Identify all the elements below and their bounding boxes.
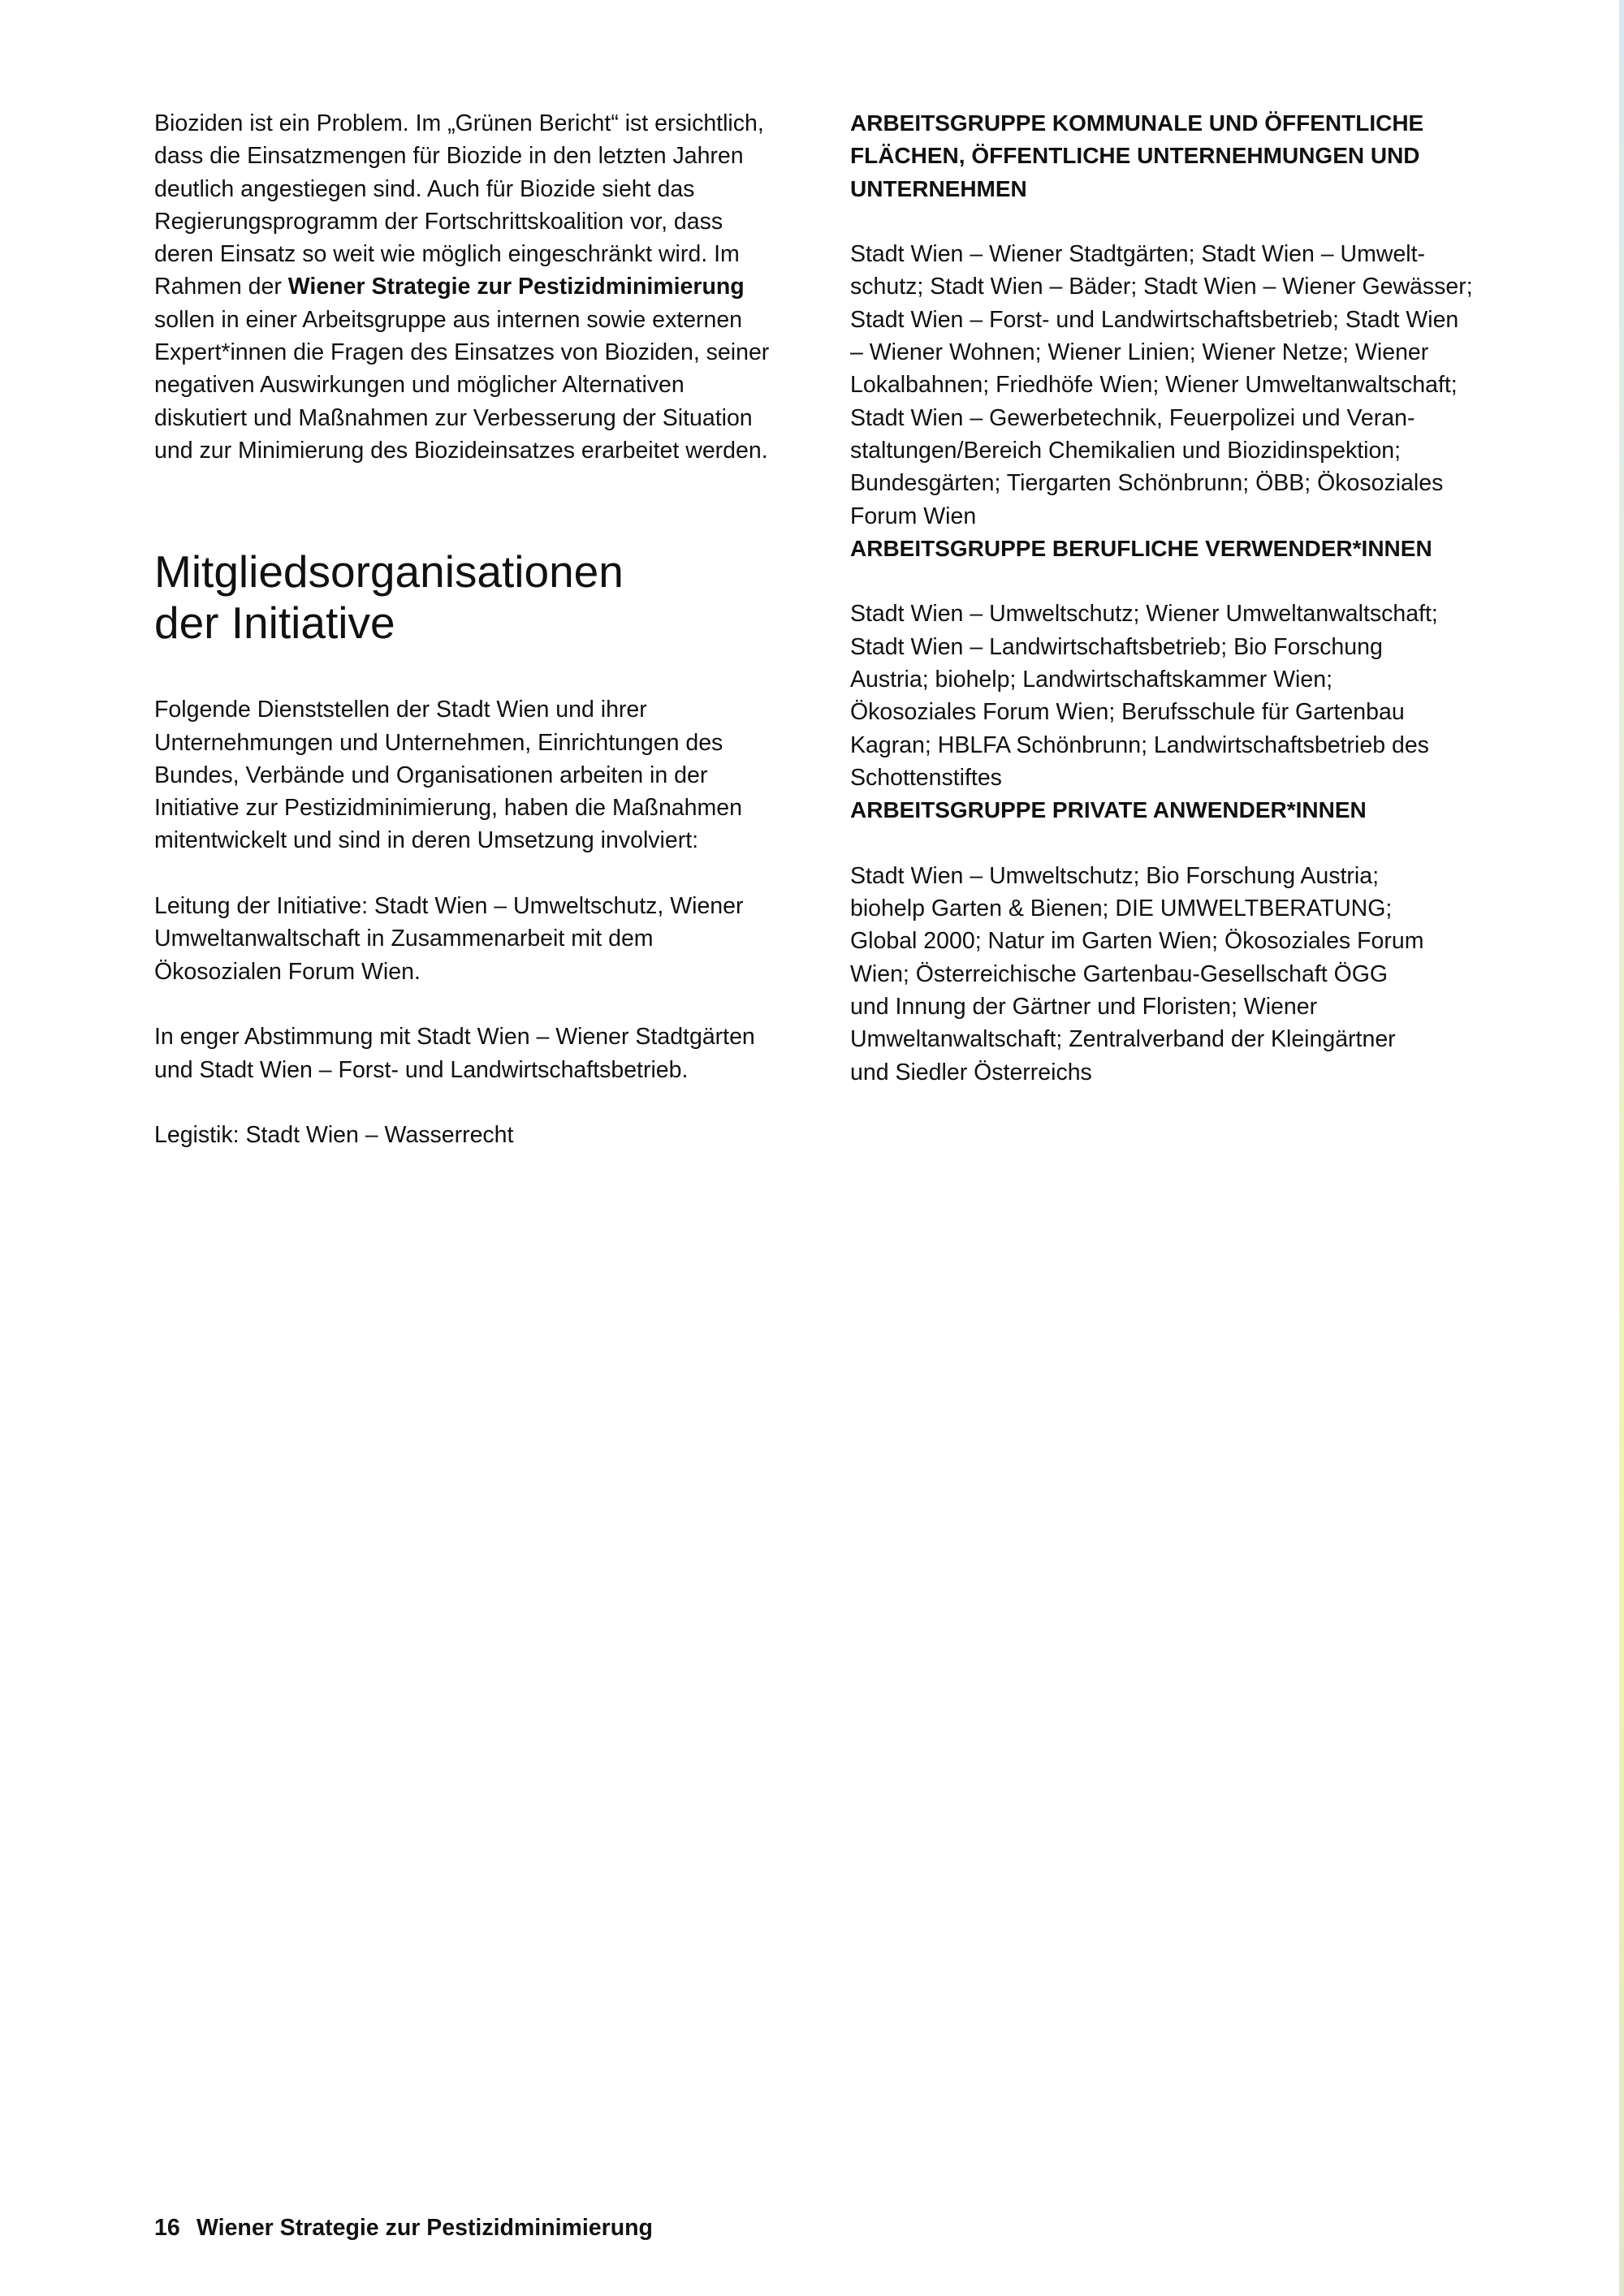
section-title: Mitgliedsorganisationen der Initiative [154, 546, 624, 649]
page-number: 16 [154, 2215, 180, 2241]
page-edge-stripe [1619, 0, 1624, 2296]
leadership-paragraph: Leitung der Initiative: Stadt Wien – Umweltschutz, Wiener Umweltanwaltschaft in Zusammenarbeit mit dem Ökosozialen Forum Wien. [154, 893, 744, 985]
footer-document-title: Wiener Strategie zur Pestizidminimierung [197, 2215, 653, 2241]
working-group-heading: ARBEITSGRUPPE PRIVATE ANWENDER*INNEN [850, 797, 1367, 823]
working-group-members: Stadt Wien – Umweltschutz; Bio Forschung Austria; biohelp Garten & Bienen; DIE UMWELTBERATUNG; Global 2000; Natur im Garten Wien; Ökosoziales Forum Wien; Österreichische Gartenbau-Gesellschaft ÖGG und Innung der Gärtner und Floristen; Wiener Umweltanwaltschaft; Zentralverband der Kleingärtner und Siedler Österreichs [850, 862, 1424, 1085]
biozide-intro-paragraph [154, 107, 812, 467]
working-group-heading: ARBEITSGRUPPE BERUFLICHE VERWENDER*INNEN [850, 535, 1432, 561]
legistics-paragraph: Legistik: Stadt Wien – Wasserrecht [154, 1122, 514, 1149]
right-column [850, 107, 1508, 1089]
intro-text-after: sollen in einer Arbeitsgruppe aus internen sowie externen Expert*innen die Fragen des Einsatzes von Bioziden, seiner negativen Auswirkungen und möglicher Alternativen diskutiert und Maßnahmen zur Verbesserung der Situation und zur Minimierung des Biozideinsatzes erarbeitet werden. [154, 306, 770, 464]
strategy-title-bold: Wiener Strategie zur Pestizidminimierung [287, 274, 745, 300]
working-group-heading: ARBEITSGRUPPE KOMMUNALE UND ÖFFENTLICHE FLÄCHEN, ÖFFENTLICHE UNTERNEHMUNGEN UND UNTERNEHMEN [850, 110, 1424, 201]
intro-text-before: Bioziden ist ein Problem. Im „Grünen Bericht“ ist ersichtlich, dass die Einsatzmengen für Biozide in den letzten Jahren deutlich angestiegen sind. Auch für Biozide sieht das Regierungsprogramm der Fortschrittskoalition vor, dass deren Einsatz so weit wie möglich eingeschränkt wird. Im Rahmen der [154, 110, 764, 300]
page-footer [154, 2212, 653, 2244]
coordination-paragraph: In enger Abstimmung mit Stadt Wien – Wiener Stadtgärten und Stadt Wien – Forst- und Landwirtschaftsbetrieb. [154, 1024, 755, 1083]
working-group-members: Stadt Wien – Wiener Stadtgärten; Stadt Wien – Umwelt- schutz; Stadt Wien – Bäder; Stadt Wien – Wiener Gewässer; Stadt Wien – Forst- und Landwirtschaftsbetrieb; Stadt Wien – Wiener Wohnen; Wiener Linien; Wiener Netze; Wiener Lokalbahnen; Friedhöfe Wien; Wiener Umweltanwaltschaft; Stadt Wien – Gewerbetechnik, Feuerpolizei und Veran- staltungen/Bereich Chemikalien und Biozidinspektion; Bundesgärten; Tiergarten Schönbrunn; ÖBB; Ökosoziales Forum Wien [850, 241, 1473, 529]
working-group-members: Stadt Wien – Umweltschutz; Wiener Umweltanwaltschaft; Stadt Wien – Landwirtschaftsbetrieb; Bio Forschung Austria; biohelp; Landwirtschaftskammer Wien; Ökosoziales Forum Wien; Berufsschule für Gartenbau Kagran; HBLFA Schönbrunn; Landwirtschaftsbetrieb des Schottenstiftes [850, 601, 1438, 791]
left-column [154, 107, 812, 1151]
member-intro-paragraph: Folgende Dienststellen der Stadt Wien und ihrer Unternehmungen und Unternehmen, Einrichtungen des Bundes, Verbände und Organisationen arbeiten in der Initiative zur Pestizidminimierung, haben die Maßnahmen mitentwickelt und sind in deren Umsetzung involviert: [154, 697, 742, 854]
